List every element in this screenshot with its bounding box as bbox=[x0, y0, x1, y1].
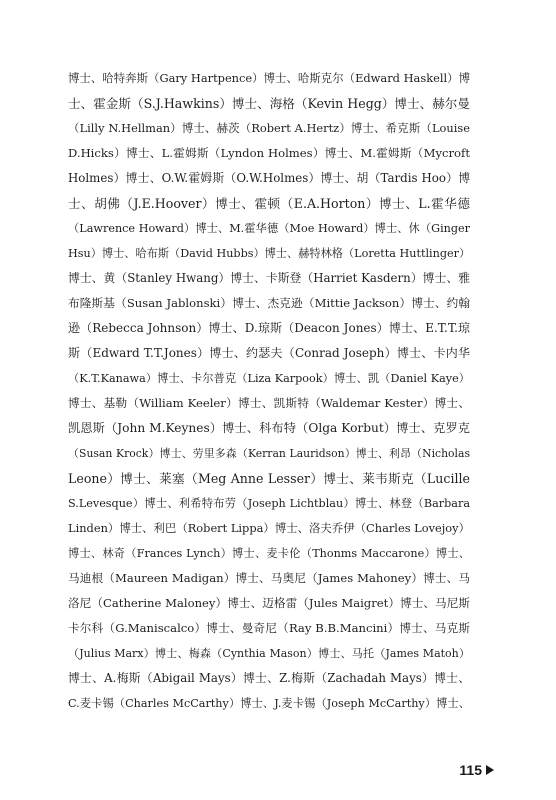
text-line: 博士、黄（Stanley Hwang）博士、卡斯登（Harriet Kasdern）博士、雅 bbox=[68, 271, 470, 285]
body-text bbox=[68, 66, 470, 716]
text-line: 博士、基勒（William Keeler）博士、凯斯特（Waldemar Kester）博士、 bbox=[68, 396, 470, 410]
text-line: 博士、林奇（Frances Lynch）博士、麦卡伦（Thonms Maccarone）博士、 bbox=[68, 547, 470, 560]
text-line: （Susan Krock）博士、劳里多森（Kerran Lauridson）博士、利昂（Nicholas bbox=[68, 447, 470, 460]
text-line: C.麦卡锡（Charles McCarthy）博士、J.麦卡锡（Joseph McCarthy）博士、 bbox=[68, 697, 470, 710]
text-line: 洛尼（Catherine Maloney）博士、迈格雷（Jules Maigret）博士、马尼斯 bbox=[68, 596, 470, 610]
text-line: 博士、A.梅斯（Abigail Mays）博士、Z.梅斯（Zachadah Mays）博士、 bbox=[68, 671, 470, 685]
text-line: 博士、哈特奔斯（Gary Hartpence）博士、哈斯克尔（Edward Haskell）博 bbox=[68, 71, 470, 85]
text-line: 马迪根（Maureen Madigan）博士、马奥尼（James Mahoney）博士、马 bbox=[68, 571, 470, 585]
text-line: S.Levesque）博士、利希特布劳（Joseph Lichtblau）博士、林登（Barbara bbox=[68, 497, 470, 510]
text-line: Holmes）博士、O.W.霍姆斯（O.W.Holmes）博士、胡（Tardis Hoo）博 bbox=[68, 171, 470, 185]
page-footer bbox=[459, 762, 494, 778]
text-line: （Lawrence Howard）博士、M.霍华德（Moe Howard）博士、休（Ginger bbox=[68, 222, 470, 235]
text-line: 士、霍金斯（S.J.Hawkins）博士、海格（Kevin Hegg）博士、赫尔曼 bbox=[68, 96, 470, 111]
text-line: （Julius Marx）博士、梅森（Cynthia Mason）博士、马托（James Matoh） bbox=[68, 647, 470, 660]
text-line: 凯恩斯（John M.Keynes）博士、科布特（Olga Korbut）博士、克罗克 bbox=[68, 421, 470, 435]
text-line: （Lilly N.Hellman）博士、赫茨（Robert A.Hertz）博士、希克斯（Louise bbox=[68, 121, 470, 135]
text-line: Hsu）博士、哈布斯（David Hubbs）博士、赫特林格（Loretta Huttlinger） bbox=[68, 247, 470, 260]
text-line: Linden）博士、利巴（Robert Lippa）博士、洛夫乔伊（Charles Lovejoy） bbox=[68, 521, 470, 535]
text-line: （K.T.Kanawa）博士、卡尔普克（Liza Karpook）博士、凯（Daniel Kaye） bbox=[68, 372, 470, 385]
text-line: 布隆斯基（Susan Jablonski）博士、杰克逊（Mittie Jackson）博士、约翰 bbox=[68, 296, 470, 310]
text-line: 卡尔科（G.Maniscalco）博士、曼奇尼（Ray B.B.Mancini）博士、马克斯 bbox=[68, 621, 470, 635]
text-line: 斯（Edward T.T.Jones）博士、约瑟夫（Conrad Joseph）博士、卡内华 bbox=[68, 346, 470, 360]
text-line: D.Hicks）博士、L.霍姆斯（Lyndon Holmes）博士、M.霍姆斯（Mycroft bbox=[68, 146, 470, 160]
text-line: 士、胡佛（J.E.Hoover）博士、霍顿（E.A.Horton）博士、L.霍华德 bbox=[68, 196, 470, 211]
triangle-right-icon bbox=[486, 765, 494, 775]
text-line: Leone）博士、莱塞（Meg Anne Lesser）博士、莱韦斯克（Lucille bbox=[68, 471, 470, 486]
page-number: 115 bbox=[459, 762, 482, 778]
text-line: 逊（Rebecca Johnson）博士、D.琼斯（Deacon Jones）博士、E.T.T.琼 bbox=[68, 321, 470, 335]
